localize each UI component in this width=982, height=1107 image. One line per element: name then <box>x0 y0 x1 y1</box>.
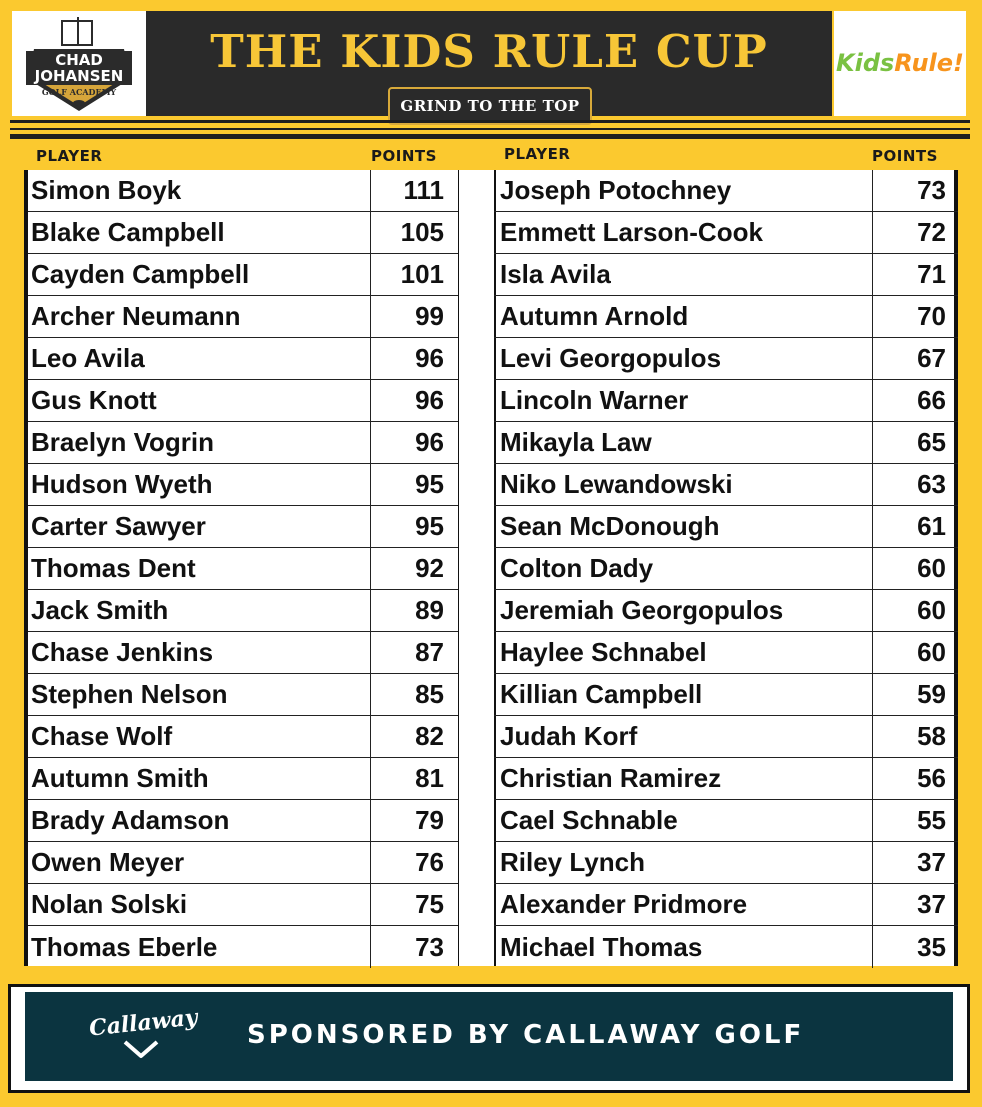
table-row <box>494 296 958 338</box>
player-points: 89 <box>370 590 458 631</box>
player-points: 60 <box>872 632 958 673</box>
player-points: 35 <box>872 926 958 968</box>
table-row <box>494 674 958 716</box>
player-points: 96 <box>370 380 458 421</box>
player-name: Hudson Wyeth <box>31 469 213 499</box>
logo-word-kids: Kids <box>836 49 895 77</box>
callaway-logo <box>87 1004 199 1042</box>
player-name: Sean McDonough <box>500 511 720 541</box>
column-header-player-left: PLAYER <box>36 147 103 165</box>
player-points: 37 <box>872 842 958 883</box>
player-points: 73 <box>872 170 958 211</box>
table-row <box>28 296 458 338</box>
table-row <box>28 338 458 380</box>
player-name: Carter Sawyer <box>31 511 206 541</box>
table-row <box>494 590 958 632</box>
player-points: 79 <box>370 800 458 841</box>
header-banner <box>0 0 982 140</box>
table-row <box>494 842 958 884</box>
logo-line-johansen: JOHANSEN <box>34 67 124 85</box>
table-row <box>28 254 458 296</box>
player-name: Levi Georgopulos <box>500 343 722 373</box>
player-name: Colton Dady <box>500 553 654 583</box>
table-row <box>28 170 458 212</box>
player-name: Stephen Nelson <box>31 679 228 709</box>
player-name: Cayden Campbell <box>31 259 250 289</box>
player-points: 71 <box>872 254 958 295</box>
table-row <box>28 800 458 842</box>
player-name: Thomas Dent <box>31 553 196 583</box>
table-row <box>28 884 458 926</box>
player-points: 95 <box>370 506 458 547</box>
player-name: Chase Jenkins <box>31 637 214 667</box>
player-name: Simon Boyk <box>31 175 182 205</box>
table-row <box>28 506 458 548</box>
player-points: 76 <box>370 842 458 883</box>
table-row <box>28 842 458 884</box>
callaway-wordmark: Callaway <box>87 1004 199 1042</box>
chad-johansen-logo <box>12 11 146 116</box>
chevron-down-icon <box>121 1038 161 1060</box>
player-points: 105 <box>370 212 458 253</box>
player-name: Niko Lewandowski <box>500 469 733 499</box>
player-name: Cael Schnable <box>500 805 678 835</box>
sponsor-panel <box>25 992 953 1081</box>
table-row <box>494 884 958 926</box>
player-name: Haylee Schnabel <box>500 637 707 667</box>
player-points: 81 <box>370 758 458 799</box>
column-header-points-right: POINTS <box>872 147 938 165</box>
table-row <box>28 926 458 968</box>
column-header-points-left: POINTS <box>371 147 437 165</box>
player-name: Brady Adamson <box>31 805 230 835</box>
header-divider <box>10 120 970 123</box>
player-points: 60 <box>872 548 958 589</box>
sponsor-text: SPONSORED BY CALLAWAY GOLF <box>247 1020 805 1050</box>
player-name: Riley Lynch <box>500 847 645 877</box>
player-points: 55 <box>872 800 958 841</box>
player-name: Braelyn Vogrin <box>31 427 215 457</box>
player-points: 101 <box>370 254 458 295</box>
table-row <box>28 548 458 590</box>
page-title: THE KIDS RULE CUP <box>210 25 768 78</box>
player-name: Alexander Pridmore <box>500 889 748 919</box>
player-name: Lincoln Warner <box>500 385 689 415</box>
table-row <box>494 632 958 674</box>
player-points: 99 <box>370 296 458 337</box>
player-name: Blake Campbell <box>31 217 225 247</box>
player-points: 37 <box>872 884 958 925</box>
player-points: 59 <box>872 674 958 715</box>
table-row <box>28 380 458 422</box>
player-name: Thomas Eberle <box>31 931 218 962</box>
player-name: Autumn Arnold <box>500 301 689 331</box>
player-points: 65 <box>872 422 958 463</box>
table-row <box>494 464 958 506</box>
player-points: 82 <box>370 716 458 757</box>
table-row <box>494 506 958 548</box>
header-divider <box>10 128 970 130</box>
table-row <box>494 926 958 968</box>
player-points: 111 <box>370 170 458 211</box>
column-header-player-right: PLAYER <box>504 145 571 163</box>
player-name: Chase Wolf <box>31 721 173 751</box>
table-row <box>494 800 958 842</box>
player-points: 67 <box>872 338 958 379</box>
player-points: 70 <box>872 296 958 337</box>
player-name: Leo Avila <box>31 343 145 373</box>
player-points: 75 <box>370 884 458 925</box>
player-name: Judah Korf <box>500 721 638 751</box>
player-points: 73 <box>370 926 458 968</box>
tagline: GRIND TO THE TOP <box>400 97 580 115</box>
table-row <box>494 212 958 254</box>
player-points: 92 <box>370 548 458 589</box>
table-row <box>28 422 458 464</box>
player-points: 96 <box>370 338 458 379</box>
player-points: 95 <box>370 464 458 505</box>
logo-word-rule: Rule! <box>894 49 964 77</box>
header-divider <box>10 134 970 139</box>
sponsor-banner <box>8 984 970 1093</box>
player-points: 61 <box>872 506 958 547</box>
table-row <box>494 758 958 800</box>
player-points: 60 <box>872 590 958 631</box>
player-name: Owen Meyer <box>31 847 185 877</box>
table-row <box>28 674 458 716</box>
player-points: 85 <box>370 674 458 715</box>
player-points: 72 <box>872 212 958 253</box>
player-points: 63 <box>872 464 958 505</box>
table-row <box>28 716 458 758</box>
player-name: Jeremiah Georgopulos <box>500 595 784 625</box>
logo-line-academy: GOLF ACADEMY <box>41 87 117 97</box>
player-name: Isla Avila <box>500 259 611 289</box>
player-name: Michael Thomas <box>500 931 703 962</box>
player-name: Killian Campbell <box>500 679 703 709</box>
player-name: Jack Smith <box>31 595 169 625</box>
table-row <box>28 590 458 632</box>
leaderboard-column-left <box>28 170 458 968</box>
table-row <box>494 338 958 380</box>
player-points: 96 <box>370 422 458 463</box>
leaderboard-column-right <box>494 170 958 968</box>
table-row <box>494 170 958 212</box>
table-row <box>494 380 958 422</box>
table-row <box>494 716 958 758</box>
logo-line-chad: CHAD <box>55 51 103 69</box>
player-name: Autumn Smith <box>31 763 209 793</box>
table-row <box>28 212 458 254</box>
player-name: Christian Ramirez <box>500 763 722 793</box>
leaderboard-table <box>24 170 958 966</box>
table-row <box>28 632 458 674</box>
player-name: Archer Neumann <box>31 301 241 331</box>
table-row <box>28 758 458 800</box>
table-row <box>494 254 958 296</box>
player-name: Emmett Larson-Cook <box>500 217 763 247</box>
kids-rule-logo <box>834 11 966 116</box>
table-row <box>494 422 958 464</box>
player-points: 56 <box>872 758 958 799</box>
table-row <box>494 548 958 590</box>
player-points: 87 <box>370 632 458 673</box>
title-panel <box>146 11 832 116</box>
player-name: Joseph Potochney <box>500 175 732 205</box>
player-name: Gus Knott <box>31 385 157 415</box>
player-name: Mikayla Law <box>500 427 652 457</box>
table-row <box>28 464 458 506</box>
player-points: 58 <box>872 716 958 757</box>
player-name: Nolan Solski <box>31 889 188 919</box>
player-points: 66 <box>872 380 958 421</box>
